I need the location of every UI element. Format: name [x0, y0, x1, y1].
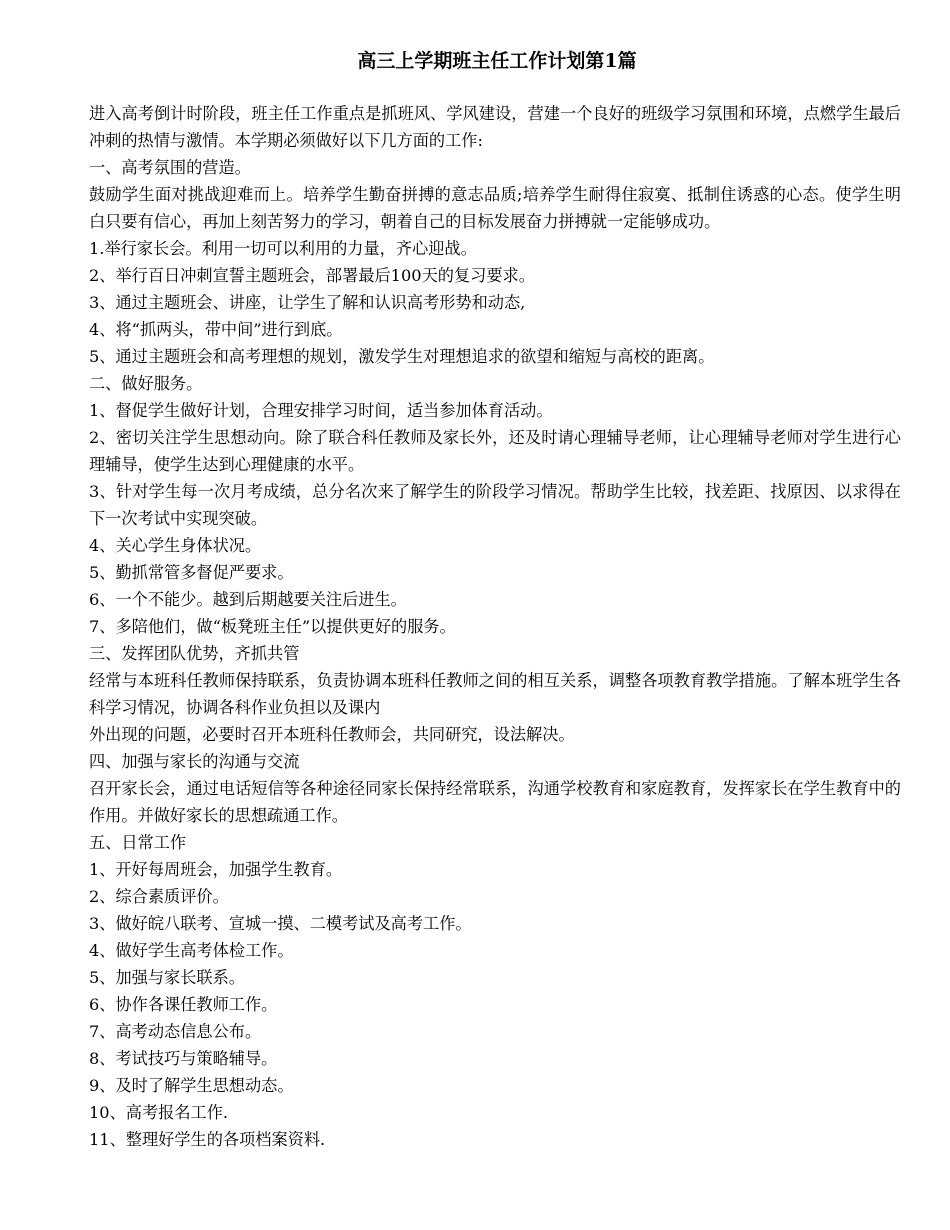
paragraph: 11、整理好学生的各项档案资料.: [89, 1130, 326, 1149]
paragraph: 4、关心学生身体状况。: [89, 536, 262, 555]
paragraph: 2、综合素质评价。: [89, 887, 229, 906]
paragraph: 3、针对学生每一次月考成绩，总分名次来了解学生的阶段学习情况。帮助学生比较，找差距、找原因、以求得在下一次考试中实现突破。: [89, 482, 901, 528]
paragraph: 7、多陪他们，做“板凳班主任”以提供更好的服务。: [89, 617, 456, 636]
paragraph: 5、勤抓常管多督促严要求。: [89, 563, 294, 582]
paragraph: 四、加强与家长的沟通与交流: [89, 752, 300, 771]
document-body: [89, 100, 901, 1153]
document-title: 高三上学期班主任工作计划第1篇: [357, 50, 637, 72]
paragraph: 2、举行百日冲刺宣誓主题班会，部署最后100天的复习要求。: [89, 266, 535, 285]
paragraph: 4、做好学生高考体检工作。: [89, 941, 294, 960]
paragraph: 6、一个不能少。越到后期越要关注后进生。: [89, 590, 407, 609]
paragraph: 8、考试技巧与策略辅导。: [89, 1049, 278, 1068]
paragraph: 6、协作各课任教师工作。: [89, 995, 278, 1014]
paragraph: 进入高考倒计时阶段，班主任工作重点是抓班风、学风建设，营建一个良好的班级学习氛围和环境，点燃学生最后冲刺的热情与激情。本学期必须做好以下几方面的工作:: [89, 104, 901, 150]
paragraph: 4、将“抓两头，带中间”进行到底。: [89, 320, 343, 339]
paragraph: 3、通过主题班会、讲座，让学生了解和认识高考形势和动态,: [89, 293, 526, 312]
paragraph: 三、发挥团队优势，齐抓共管: [89, 644, 300, 663]
paragraph: 7、高考动态信息公布。: [89, 1022, 262, 1041]
paragraph: 9、及时了解学生思想动态。: [89, 1076, 294, 1095]
paragraph: 2、密切关注学生思想动向。除了联合科任教师及家长外，还及时请心理辅导老师，让心理辅导老师对学生进行心理辅导，使学生达到心理健康的水平。: [89, 428, 901, 474]
paragraph: 5、加强与家长联系。: [89, 968, 245, 987]
paragraph: 外出现的问题，必要时召开本班科任教师会，共同研究，设法解决。: [89, 725, 575, 744]
paragraph: 10、高考报名工作.: [89, 1103, 229, 1122]
paragraph: 1、开好每周班会，加强学生教育。: [89, 860, 343, 879]
paragraph: 召开家长会，通过电话短信等各种途径同家长保持经常联系，沟通学校教育和家庭教育，发挥家长在学生教育中的作用。并做好家长的思想疏通工作。: [89, 779, 901, 825]
paragraph: 经常与本班科任教师保持联系，负责协调本班科任教师之间的相互关系，调整各项教育教学措施。了解本班学生各科学习情况，协调各科作业负担以及课内: [89, 671, 901, 717]
paragraph: 5、通过主题班会和高考理想的规划，激发学生对理想追求的欲望和缩短与高校的距离。: [89, 347, 715, 366]
paragraph: 一、高考氛围的营造。: [89, 158, 251, 177]
paragraph: 1.举行家长会。利用一切可以利用的力量，齐心迎战。: [89, 239, 477, 258]
paragraph: 1、督促学生做好计划，合理安排学习时间，适当参加体育活动。: [89, 401, 553, 420]
paragraph: 3、做好皖八联考、宣城一摸、二模考试及高考工作。: [89, 914, 472, 933]
paragraph: 二、做好服务。: [89, 374, 203, 393]
paragraph: 五、日常工作: [89, 833, 187, 852]
paragraph: 鼓励学生面对挑战迎难而上。培养学生勤奋拼搏的意志品质;培养学生耐得住寂寞、抵制住诱惑的心态。使学生明白只要有信心，再加上刻苦努力的学习，朝着自己的目标发展奋力拼搏就一定能够成功。: [89, 185, 901, 231]
